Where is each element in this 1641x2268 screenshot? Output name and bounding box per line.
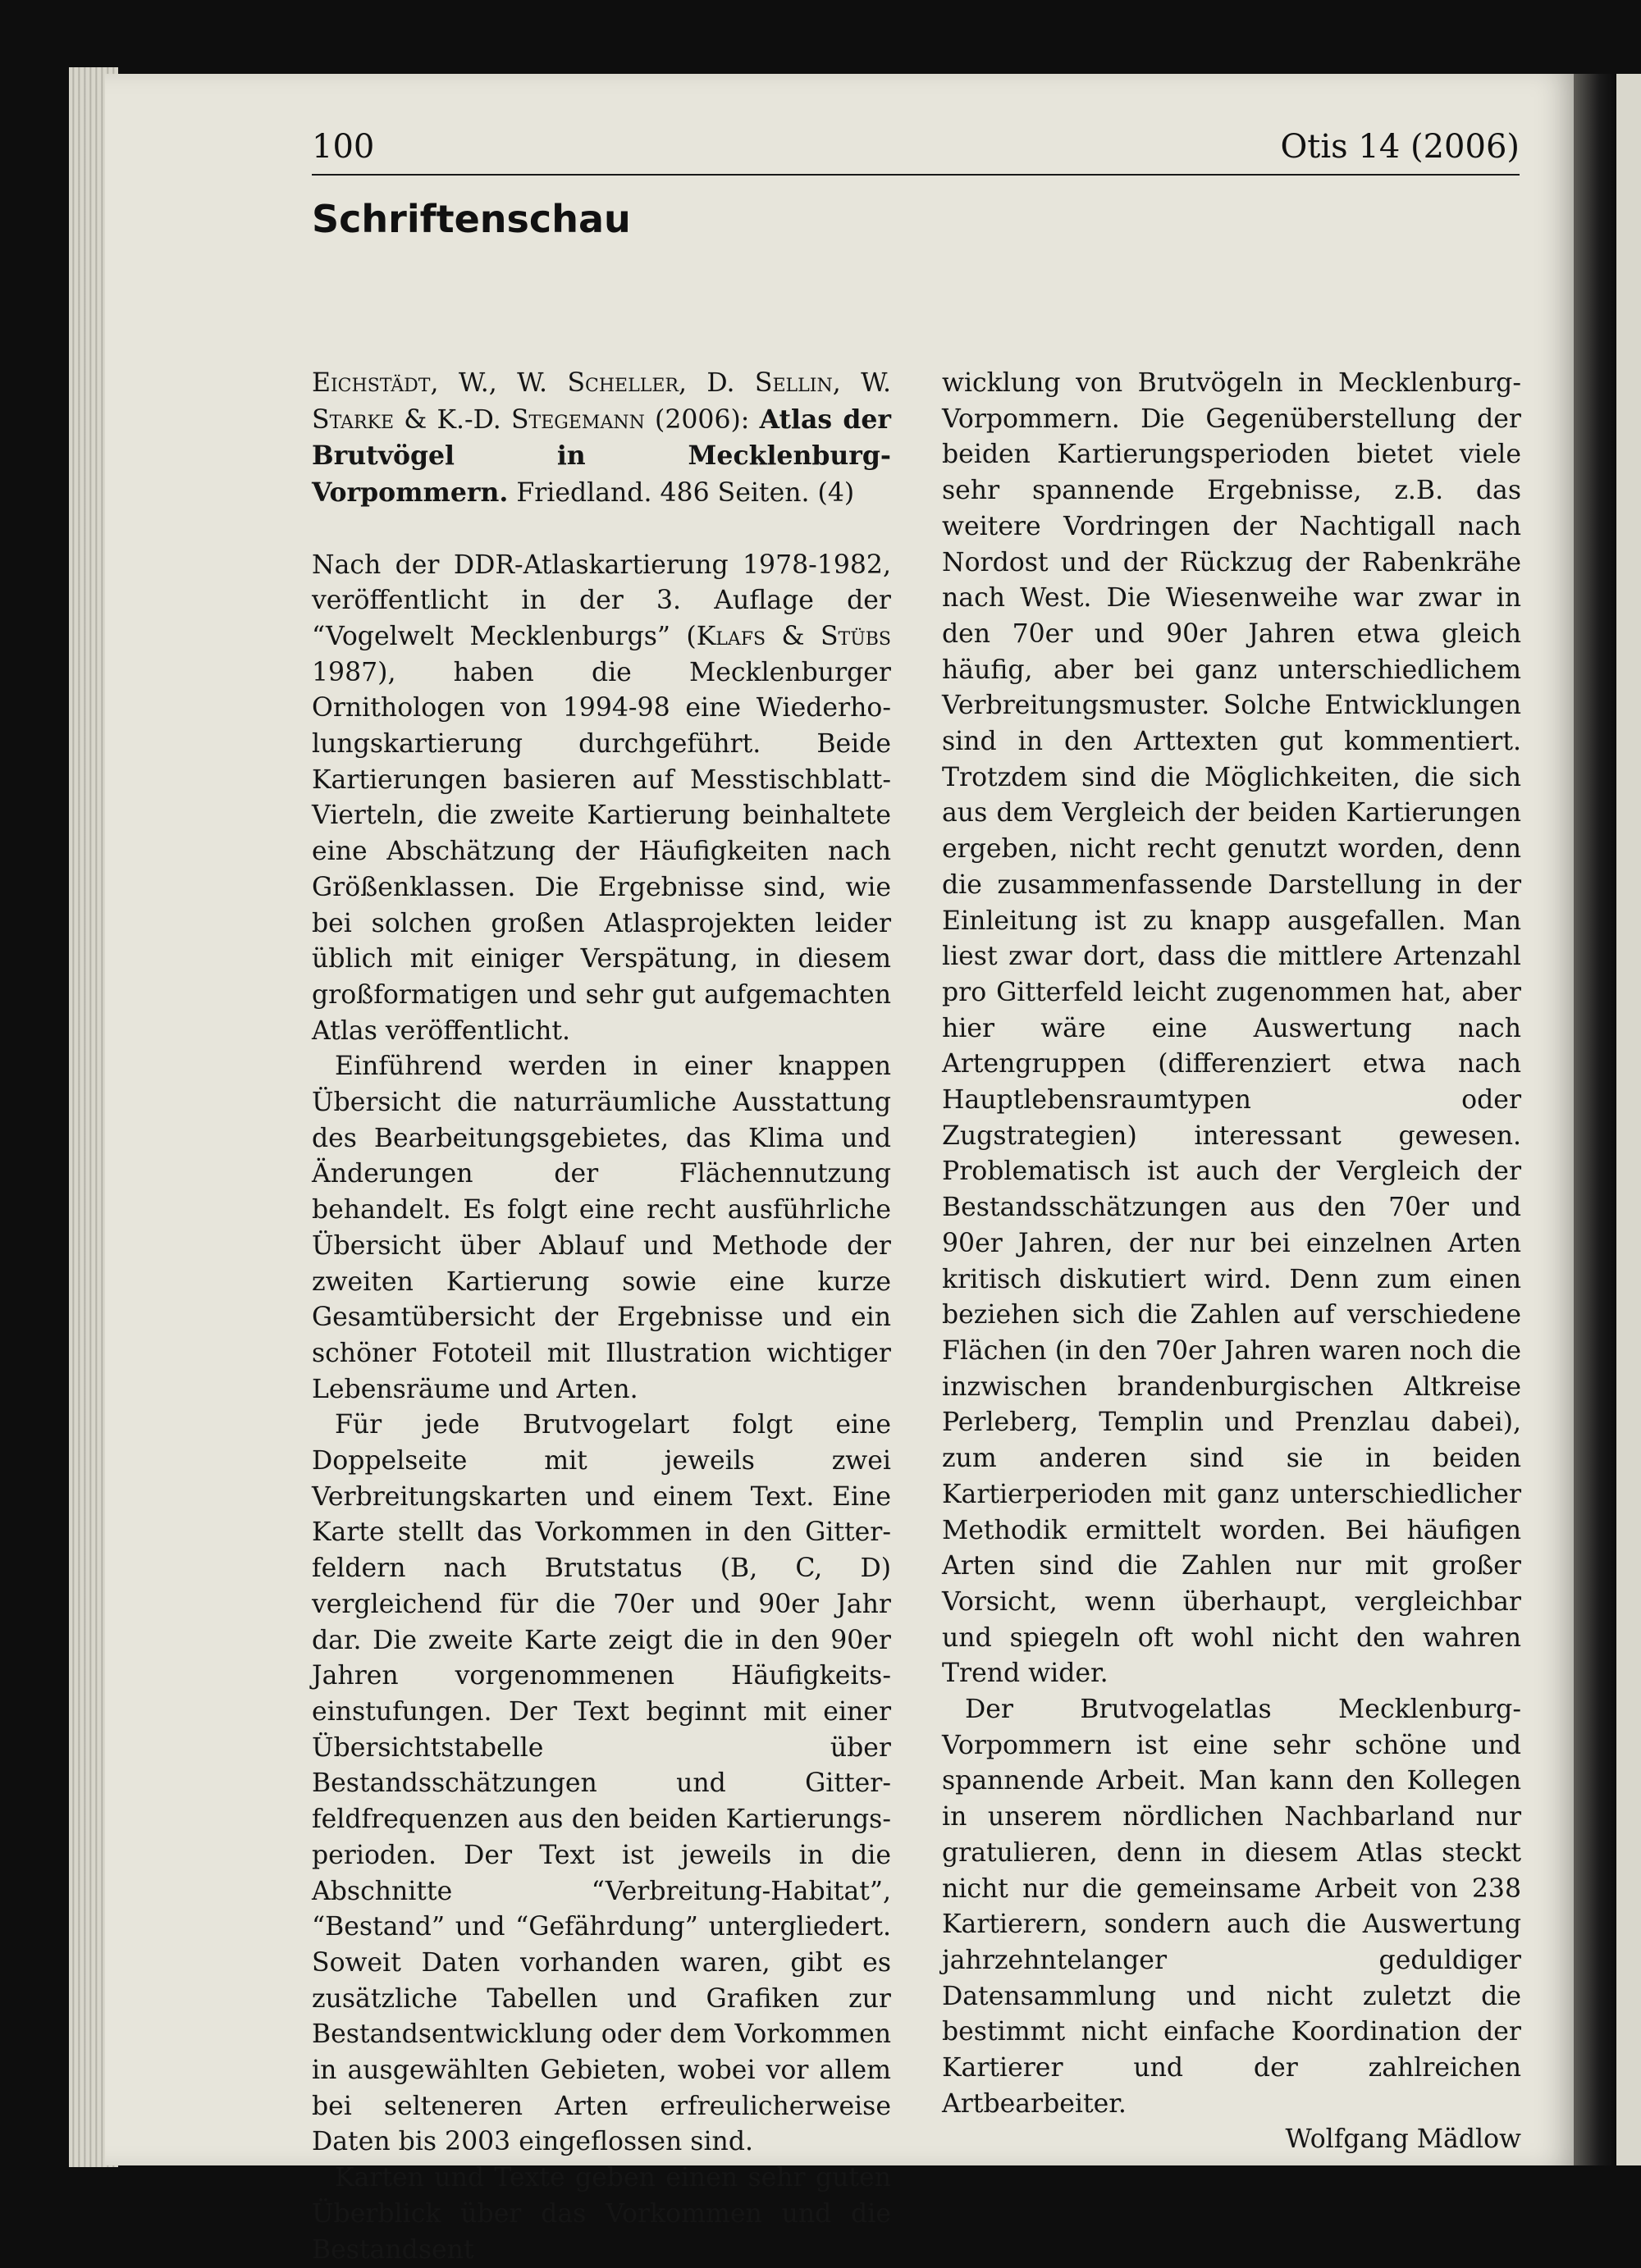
page-number: 100 xyxy=(312,128,375,166)
cited-authors: Klafs & Stübs xyxy=(696,621,891,651)
citation-details: Friedland. 486 Seiten. (4) xyxy=(508,478,855,509)
citation-authors: Eichstädt, W., W. Scheller, D. Sellin, W. Starke & K.-D. Stegemann xyxy=(312,368,891,435)
left-column xyxy=(312,366,891,2268)
paragraph-1-start: Nach der DDR-Atlaskartierung 1978-1982, veröffentlicht in der 3. Auflage der “Vogelwelt Mecklenburgs” ( xyxy=(312,550,891,651)
book-spine-gutter xyxy=(1574,74,1616,2165)
review-paragraph-3: Für jede Brutvogelart folgt eine Doppelseite mit jeweils zwei Verbreitungskarten und einem Text. Eine Karte stellt das Vorkommen in den Gitterfeldern nach Brutstatus (B, C, D) vergleichend für die 70er und 90er Jahr dar. Die zweite Karte zeigt die in den 90er Jahren vorgenommenen Häufigkeitseinstufungen. Der Text beginnt mit einer Übersichtstabelle über Bestandsschätzungen und Gitterfeldfrequenzen aus den beiden Kartierungsperioden. Der Text ist jeweils in die Abschnitte “Verbreitung-Habitat”, “Bestand” und “Gefährdung” untergliedert. Soweit Daten vorhanden waren, gibt es zusätzliche Tabellen und Grafiken zur Bestandsentwicklung oder dem Vorkommen in ausgewählten Gebieten, wobei vor allem bei selteneren Arten erfreulicherweise Daten bis 2003 eingeflossen sind. xyxy=(312,1410,891,2157)
review-paragraph-5: Der Brutvogelatlas Mecklenburg-Vorpommern ist eine sehr schöne und spannende Arbeit. Man kann den Kollegen in unserem nördlichen Nachbarland nur gratulieren, denn in diesem Atlas steckt nicht nur die gemeinsame Arbeit von 238 Kartierern, sondern auch die Auswertung jahrzehntelanger geduldiger Datensammlung und nicht zuletzt die bestimmt nicht einfache Koordination der Kartierer und der zahlreichen Artbearbeiter. xyxy=(942,1695,1521,2119)
reviewer-signature: Wolfgang Mädlow xyxy=(1285,2124,1521,2155)
facing-page-edge xyxy=(1616,74,1641,2165)
book-citation xyxy=(312,366,891,512)
journal-reference: Otis 14 (2006) xyxy=(1280,128,1520,166)
review-paragraph-4-start: Karten und Texte geben einen sehr guten Überblick über das Vorkommen und die Bestandsent xyxy=(312,2163,891,2265)
review-paragraph-4-continued: wicklung von Brutvögeln in Mecklenburg-Vorpommern. Die Gegenüberstellung der beiden Kartierungsperioden bietet viele sehr spannende Ergebnisse, z.B. das weitere Vordringen der Nachtigall nach Nordost und der Rückzug der Rabenkrähe nach West. Die Wiesenweihe war zwar in den 70er und 90er Jahren etwa gleich häufig, aber bei ganz unterschiedlichem Verbreitungsmuster. Solche Entwicklungen sind in den Arttexten gut kommentiert. Trotzdem sind die Möglichkeiten, die sich aus dem Vergleich der beiden Kartierungen ergeben, nicht recht genutzt worden, denn die zusammenfassende Darstellung in der Einleitung ist zu knapp ausgefallen. Man liest zwar dort, dass die mittlere Artenzahl pro Gitterfeld leicht zugenommen hat, aber hier wäre eine Auswertung nach Artengruppen (differenziert etwa nach Hauptlebensraumtypen oder Zugstrategien) interessant gewesen. Problematisch ist auch der Vergleich der Bestandsschätzungen aus den 70er und 90er Jahren, der nur bei einzelnen Arten kritisch diskutiert wird. Denn zum einen beziehen sich die Zahlen auf verschiedene Flächen (in den 70er Jahren waren noch die inzwischen brandenburgischen Altkreise Perleberg, Templin und Prenzlau dabei), zum anderen sind sie in beiden Kartierperioden mit ganz unterschiedlicher Methodik ermittelt worden. Bei häufigen Arten sind die Zahlen nur mit großer Vorsicht, wenn überhaupt, vergleichbar und spiegeln oft wohl nicht den wahren Trend wider. xyxy=(942,368,1521,1689)
citation-year: (2006): xyxy=(644,404,760,435)
review-paragraph-2: Einführend werden in einer knappen Übersicht die naturräumliche Ausstattung des Bearbeitungsgebietes, das Klima und Änderungen der Flächennutzung behandelt. Es folgt eine recht ausführliche Übersicht über Ablauf und Methode der zweiten Kartierung sowie eine kurze Gesamtübersicht der Ergebnisse und ein schöner Fototeil mit Illustration wichtiger Lebensräume und Arten. xyxy=(312,1052,891,1404)
section-title: Schriftenschau xyxy=(312,197,631,241)
running-head xyxy=(312,125,1520,176)
right-column xyxy=(942,366,1521,2158)
paragraph-1-rest: 1987), haben die Mecklenburger Ornithologen von 1994-98 eine Wiederholungskartierung durchgeführt. Beide Kartierungen basieren auf Messtischblatt-Vierteln, die zweite Kartierung beinhaltete eine Abschätzung der Häufigkeiten nach Größenklassen. Die Ergebnisse sind, wie bei solchen großen Atlasprojekten leider üblich mit einiger Verspätung, in diesem großformatigen und sehr gut aufgemachten Atlas veröffentlicht. xyxy=(312,657,891,1046)
citation-book-title: Atlas der Brutvögel in Mecklenburg-Vorpommern. xyxy=(312,404,891,509)
review-paragraph-1 xyxy=(312,548,891,1050)
